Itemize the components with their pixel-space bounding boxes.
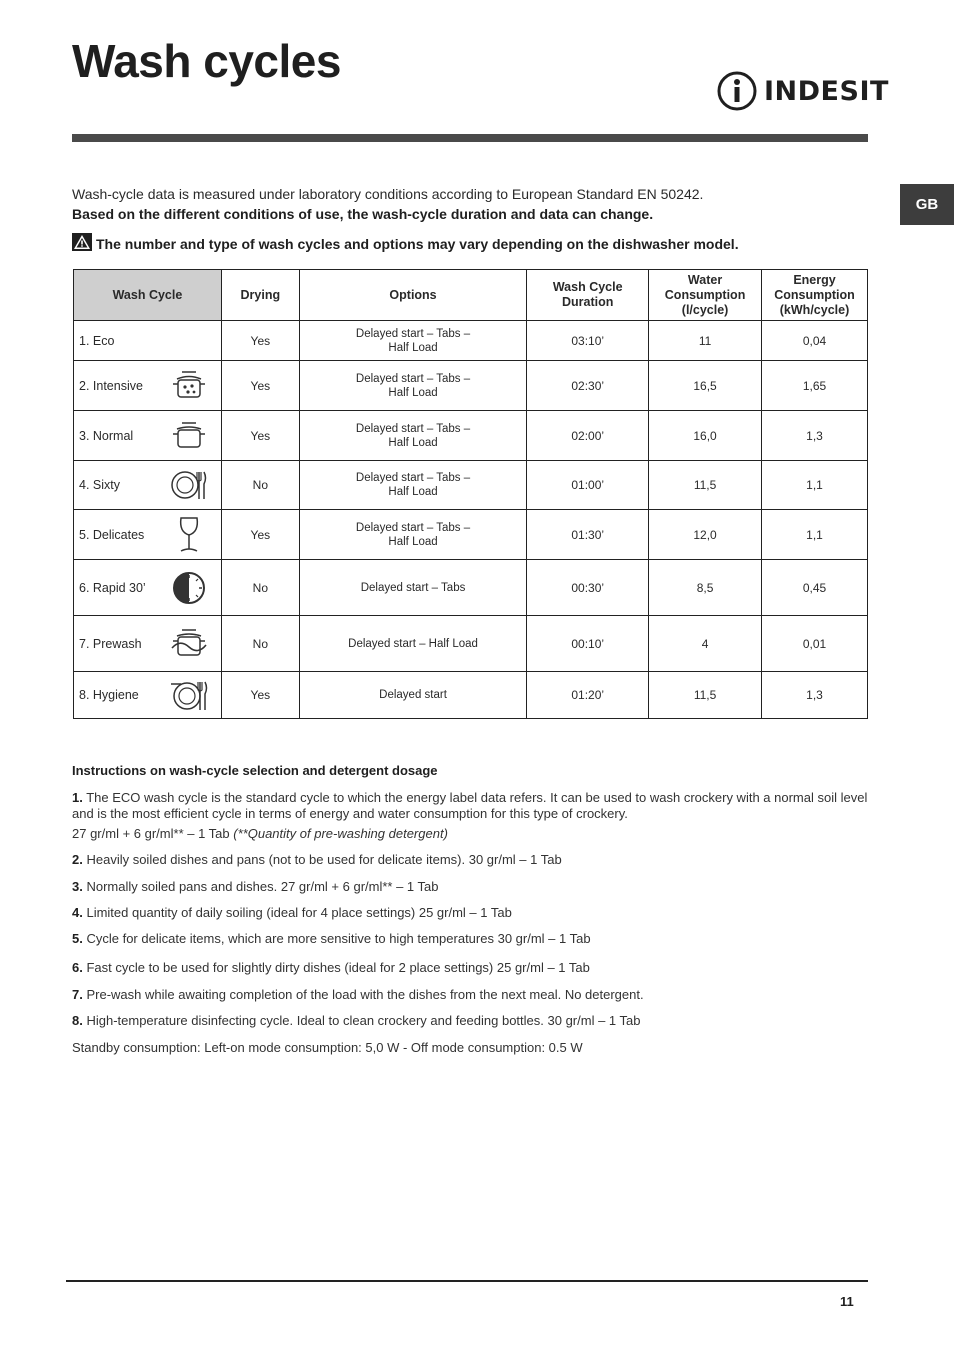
instruction-number: 3.: [72, 879, 83, 894]
options-cell: [299, 461, 527, 510]
cycle-name-cell: [74, 616, 222, 672]
options-line: Half Load: [388, 486, 438, 498]
duration-cell: 02:30’: [527, 361, 649, 411]
energy-cell: 1,3: [762, 672, 868, 719]
duration-cell: 01:20’: [527, 672, 649, 719]
table-row: [74, 321, 868, 361]
instructions-title: Instructions on wash-cycle selection and detergent dosage: [72, 763, 438, 778]
drying-cell: Yes: [221, 672, 299, 719]
page-title: Wash cycles: [72, 35, 341, 87]
table-row: [74, 510, 868, 560]
table-row: [74, 361, 868, 411]
energy-cell: 0,45: [762, 560, 868, 616]
options-cell: [299, 321, 527, 361]
intensive-pot-icon: [169, 367, 209, 405]
instruction-number: 1.: [72, 790, 83, 805]
cycle-name-cell: [74, 411, 222, 461]
energy-cell: 1,1: [762, 510, 868, 560]
cycle-name-cell: [74, 461, 222, 510]
cycle-name-cell: [74, 361, 222, 411]
instruction-number: 5.: [72, 931, 83, 946]
options-line: Delayed start – Tabs –: [355, 422, 471, 435]
duration-cell: 03:10’: [527, 321, 649, 361]
intro-line: Wash-cycle data is measured under laboratory conditions according to European Standard EN 50242.: [72, 186, 704, 202]
warning-text: The number and type of wash cycles and options may vary depending on the dishwasher model.: [96, 236, 739, 252]
table-row: [74, 411, 868, 461]
drying-cell: Yes: [221, 411, 299, 461]
cycle-name: 6. Rapid 30’: [79, 580, 146, 595]
cycle-name-cell: [74, 321, 222, 361]
energy-cell: 1,3: [762, 411, 868, 461]
options-cell: [299, 616, 527, 672]
options-line: Delayed start – Tabs –: [355, 372, 471, 385]
options-line: Delayed start – Tabs –: [355, 472, 471, 484]
options-line: Half Load: [388, 386, 438, 399]
options-line: Half Load: [388, 341, 438, 354]
options-line: Delayed start – Tabs: [360, 581, 466, 594]
drying-cell: Yes: [221, 510, 299, 560]
options-cell: [299, 411, 527, 461]
drying-cell: No: [221, 616, 299, 672]
instruction-number: 2.: [72, 852, 83, 867]
options-cell: [299, 560, 527, 616]
instruction-note: (**Quantity of pre-washing detergent): [233, 826, 448, 841]
warning-note: [72, 236, 872, 252]
cycle-name: 4. Sixty: [79, 478, 120, 492]
intro-bold-line: Based on the different conditions of use, the wash-cycle duration and data can change.: [72, 206, 654, 222]
water-cell: 16,0: [649, 411, 762, 461]
water-cell: 11,5: [649, 461, 762, 510]
instruction-text: Cycle for delicate items, which are more sensitive to high temperatures 30 gr/ml – 1 Tab: [86, 931, 591, 946]
wash-cycles-table: [73, 269, 868, 719]
duration-cell: 00:10’: [527, 616, 649, 672]
water-cell: 4: [649, 616, 762, 672]
drying-cell: No: [221, 461, 299, 510]
table-header-row: [74, 270, 868, 321]
instruction-number: 4.: [72, 905, 83, 920]
header-divider: [72, 134, 868, 142]
water-cell: 11: [649, 321, 762, 361]
header-wash-cycle: Wash Cycle: [74, 270, 222, 321]
duration-cell: 01:30’: [527, 510, 649, 560]
header-energy: Energy Consumption (kWh/cycle): [762, 270, 868, 321]
water-cell: 11,5: [649, 672, 762, 719]
options-cell: [299, 672, 527, 719]
cycle-name-cell: [74, 560, 222, 616]
table-row: [74, 616, 868, 672]
energy-cell: 1,65: [762, 361, 868, 411]
indesit-logo-icon: [716, 70, 758, 112]
rapid-clock-icon: [169, 569, 209, 607]
header-options: Options: [299, 270, 527, 321]
instruction-item: [72, 931, 872, 947]
warning-triangle-icon: [72, 233, 92, 251]
instruction-text: Pre-wash while awaiting completion of the load with the dishes from the next meal. No detergent.: [86, 987, 644, 1002]
prewash-pot-icon: [169, 625, 209, 663]
cycle-name: 8. Hygiene: [79, 688, 139, 702]
energy-cell: 0,01: [762, 616, 868, 672]
language-tab: GB: [900, 184, 954, 225]
instruction-text: Limited quantity of daily soiling (ideal for 4 place settings) 25 gr/ml – 1 Tab: [86, 905, 512, 920]
water-cell: 16,5: [649, 361, 762, 411]
table-row: [74, 461, 868, 510]
cycle-name: 5. Delicates: [79, 527, 145, 542]
cycle-name: 7. Prewash: [79, 636, 142, 651]
instruction-text: Fast cycle to be used for slightly dirty dishes (ideal for 2 place settings) 25 gr/ml – 1 Tab: [86, 960, 590, 975]
instruction-item: [72, 790, 872, 842]
footer-divider: [66, 1280, 868, 1282]
instruction-number: 6.: [72, 960, 83, 975]
duration-cell: 01:00’: [527, 461, 649, 510]
brand-logo: [716, 68, 889, 114]
options-line: Delayed start – Half Load: [348, 637, 478, 650]
options-line: Delayed start – Tabs –: [355, 521, 471, 534]
options-line: Half Load: [388, 436, 438, 449]
energy-cell: 1,1: [762, 461, 868, 510]
water-cell: 12,0: [649, 510, 762, 560]
duration-cell: 00:30’: [527, 560, 649, 616]
instruction-dose: 27 gr/ml + 6 gr/ml** – 1 Tab: [72, 826, 230, 841]
instruction-number: 8.: [72, 1013, 83, 1028]
options-line: Delayed start – Tabs –: [355, 327, 471, 340]
wine-glass-icon: [169, 516, 209, 554]
instruction-item: [72, 1013, 872, 1029]
instruction-text: Normally soiled pans and dishes. 27 gr/ml + 6 gr/ml** – 1 Tab: [86, 879, 439, 894]
instruction-item: [72, 987, 872, 1003]
instruction-item: [72, 879, 872, 895]
page-number: 11: [840, 1294, 854, 1309]
cycle-name: 2. Intensive: [79, 378, 143, 393]
options-cell: [299, 510, 527, 560]
options-cell: [299, 361, 527, 411]
brand-name: INDESIT: [764, 75, 889, 107]
instruction-item: [72, 960, 872, 976]
water-cell: 8,5: [649, 560, 762, 616]
standby-consumption: Standby consumption: Left-on mode consumption: 5,0 W - Off mode consumption: 0.5 W: [72, 1040, 583, 1055]
header-drying: Drying: [221, 270, 299, 321]
plate-cutlery-icon: [169, 466, 209, 504]
drying-cell: Yes: [221, 321, 299, 361]
normal-pot-icon: [169, 417, 209, 455]
options-line: Delayed start: [379, 689, 447, 701]
cycle-name-cell: [74, 672, 222, 719]
table-row: [74, 672, 868, 719]
instruction-item: [72, 852, 872, 868]
instruction-text: High-temperature disinfecting cycle. Ideal to clean crockery and feeding bottles. 30 gr/ml – 1 Tab: [86, 1013, 641, 1028]
hygiene-plate-icon: [169, 676, 209, 714]
header-duration: Wash Cycle Duration: [527, 270, 649, 321]
header-water: Water Consumption (l/cycle): [649, 270, 762, 321]
duration-cell: 02:00’: [527, 411, 649, 461]
options-line: Half Load: [388, 535, 438, 548]
energy-cell: 0,04: [762, 321, 868, 361]
cycle-name: 3. Normal: [79, 428, 134, 443]
intro-text: [72, 184, 872, 224]
cycle-name-cell: [74, 510, 222, 560]
table-row: [74, 560, 868, 616]
drying-cell: Yes: [221, 361, 299, 411]
drying-cell: No: [221, 560, 299, 616]
instruction-text: The ECO wash cycle is the standard cycle to which the energy label data refers. It can be used to wash crockery with a normal soil level and is the most efficient cycle in terms of energy and water consumption for this type of crockery.: [72, 790, 868, 821]
instruction-item: [72, 905, 872, 921]
instruction-text: Heavily soiled dishes and pans (not to be used for delicate items). 30 gr/ml – 1 Tab: [86, 852, 562, 867]
instruction-number: 7.: [72, 987, 83, 1002]
cycle-name: 1. Eco: [79, 333, 115, 348]
